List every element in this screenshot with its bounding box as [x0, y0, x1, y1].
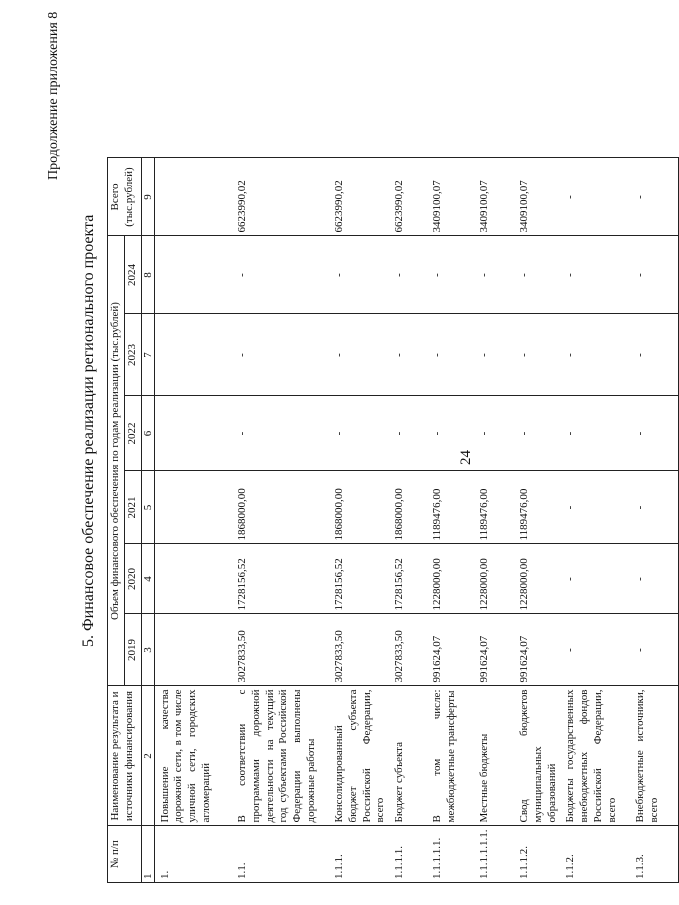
row-name: Бюджеты государственных внебюджетных фондов Российской Федерации, всего [560, 686, 630, 826]
row-number: 1.1.1. [329, 826, 389, 883]
row-value: - [514, 314, 560, 396]
row-value: - [427, 314, 474, 396]
row-value: 1868000,00 [232, 471, 329, 544]
header-name: Наименование результата и источники финансирования [108, 686, 142, 826]
row-value [154, 314, 232, 396]
row-value: - [560, 314, 630, 396]
row-name: В соответствии с программами дорожной деятельности на текущий год субъектами Российской Федерации выполнены дорожные работы [232, 686, 329, 826]
row-value: - [630, 471, 678, 544]
column-number: 4 [141, 544, 154, 614]
row-value: - [329, 314, 389, 396]
row-total: 6623990,02 [389, 158, 427, 236]
row-value: 1189476,00 [474, 471, 514, 544]
row-total [154, 158, 232, 236]
row-value: - [329, 236, 389, 314]
table-row [514, 158, 560, 883]
header-year: 2019 [124, 614, 141, 686]
row-value: 3027833,50 [389, 614, 427, 686]
row-total: - [560, 158, 630, 236]
row-value [154, 471, 232, 544]
row-name: Свод бюджетов муниципальных образований [514, 686, 560, 826]
row-value [154, 614, 232, 686]
row-value: 991624,07 [514, 614, 560, 686]
row-value: 1868000,00 [329, 471, 389, 544]
header-year: 2023 [124, 314, 141, 396]
table-row [232, 158, 329, 883]
row-value: - [329, 396, 389, 471]
row-total: 3409100,07 [427, 158, 474, 236]
row-value: - [560, 236, 630, 314]
row-value: - [630, 314, 678, 396]
row-value: - [514, 396, 560, 471]
row-value: 1189476,00 [514, 471, 560, 544]
row-value: - [474, 314, 514, 396]
page-number: 24 [458, 450, 474, 465]
row-value: - [427, 236, 474, 314]
row-number: 1.1.3. [630, 826, 678, 883]
row-value: 1189476,00 [427, 471, 474, 544]
table-row [427, 158, 474, 883]
row-value [154, 544, 232, 614]
row-value: - [560, 614, 630, 686]
table-row [560, 158, 630, 883]
header-volume: Объем финансового обеспечения по годам реализации (тыс.рублей) [108, 236, 125, 686]
header-year: 2021 [124, 471, 141, 544]
row-value: - [474, 236, 514, 314]
header-year: 2022 [124, 396, 141, 471]
row-value: - [560, 396, 630, 471]
table-row [630, 158, 678, 883]
row-value: - [514, 236, 560, 314]
row-number: 1.1.2. [560, 826, 630, 883]
row-total: 6623990,02 [232, 158, 329, 236]
column-number: 9 [141, 158, 154, 236]
row-name: Местные бюджеты [474, 686, 514, 826]
row-value: - [232, 314, 329, 396]
table-row [474, 158, 514, 883]
column-number: 5 [141, 471, 154, 544]
row-number: 1.1.1.1. [389, 826, 427, 883]
row-value: 1228000,00 [474, 544, 514, 614]
row-value: 991624,07 [474, 614, 514, 686]
financing-table [107, 158, 679, 884]
header-year: 2020 [124, 544, 141, 614]
row-value: 1228000,00 [514, 544, 560, 614]
header-total: Всего (тыс.рублей) [108, 158, 142, 236]
row-number: 1.1.1.1.1.1. [474, 826, 514, 883]
row-value: - [232, 236, 329, 314]
column-number: 6 [141, 396, 154, 471]
row-value: - [630, 396, 678, 471]
header-year: 2024 [124, 236, 141, 314]
row-value: - [389, 396, 427, 471]
column-number: 2 [141, 686, 154, 826]
row-value [154, 236, 232, 314]
row-name: В том числе: межбюджетные трансферты [427, 686, 474, 826]
table-row [154, 158, 232, 883]
row-number: 1. [154, 826, 232, 883]
row-value: - [630, 544, 678, 614]
row-value [154, 396, 232, 471]
row-value: 1868000,00 [389, 471, 427, 544]
table-row [329, 158, 389, 883]
continuation-note: Продолжение приложения 8 [46, 11, 61, 180]
row-value: - [389, 314, 427, 396]
header-number: № п/п [108, 826, 142, 883]
row-value: 991624,07 [427, 614, 474, 686]
row-value: - [232, 396, 329, 471]
row-value: - [474, 396, 514, 471]
table-body [154, 158, 678, 883]
row-value: - [389, 236, 427, 314]
row-value: 1228000,00 [427, 544, 474, 614]
row-name: Повышение качества дорожной сети, в том числе уличной сети, городских агломераций [154, 686, 232, 826]
row-value: - [560, 544, 630, 614]
column-number: 7 [141, 314, 154, 396]
row-name: Консолидированный бюджет субъекта Российской Федерации, всего [329, 686, 389, 826]
row-value: 3027833,50 [232, 614, 329, 686]
row-total: - [630, 158, 678, 236]
column-number: 8 [141, 236, 154, 314]
row-total: 6623990,02 [329, 158, 389, 236]
row-value: - [630, 614, 678, 686]
row-number: 1.1.1.2. [514, 826, 560, 883]
row-value: - [630, 236, 678, 314]
section-title: 5. Финансовое обеспечение реализации регионального проекта [80, 214, 97, 647]
row-value: - [560, 471, 630, 544]
column-number: 1 [141, 826, 154, 883]
row-value: 1728156,52 [232, 544, 329, 614]
row-number: 1.1.1.1.1. [427, 826, 474, 883]
row-value: 3027833,50 [329, 614, 389, 686]
row-total: 3409100,07 [514, 158, 560, 236]
row-total: 3409100,07 [474, 158, 514, 236]
table-row [389, 158, 427, 883]
row-value: - [427, 396, 474, 471]
row-name: Внебюджетные источники, всего [630, 686, 678, 826]
row-number: 1.1. [232, 826, 329, 883]
column-number: 3 [141, 614, 154, 686]
row-value: 1728156,52 [389, 544, 427, 614]
row-name: Бюджет субъекта [389, 686, 427, 826]
row-value: 1728156,52 [329, 544, 389, 614]
